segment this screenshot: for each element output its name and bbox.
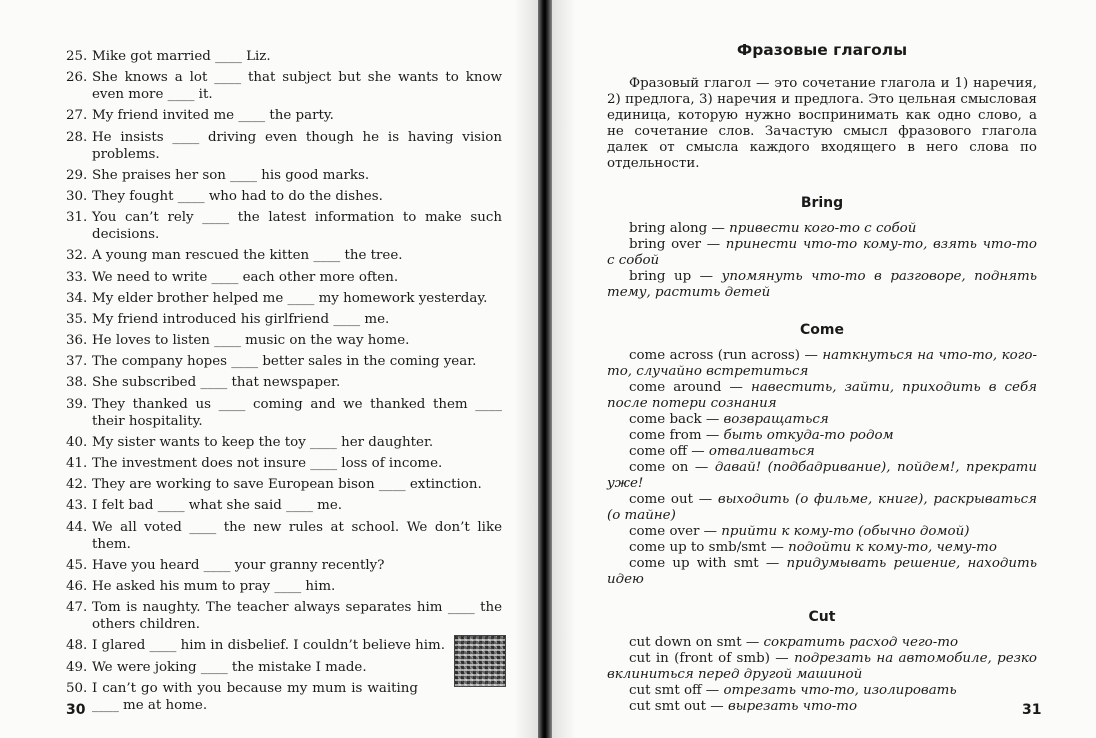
exercise-number: 26. [66, 70, 88, 86]
exercise-number: 38. [66, 375, 88, 391]
exercise-number: 43. [66, 498, 88, 514]
exercise-text: Mike got married ____ Liz. [92, 49, 271, 64]
exercise-text: She knows a lot ____ that subject but she wants to know even more ____ it. [92, 70, 502, 103]
exercise-text: They fought ____ who had to do the dishes. [92, 188, 383, 204]
exercise-item [66, 332, 502, 349]
exercise-number: 31. [66, 210, 88, 226]
phrasal-verb: cut in (front of smb) — [629, 651, 795, 666]
exercise-item [66, 209, 502, 243]
exercise-text: My friend introduced his girlfriend ____ me. [92, 311, 390, 327]
phrasal-verb-entry [607, 444, 1037, 460]
exercise-number: 34. [66, 290, 88, 306]
translation: навестить, зайти, приходить в себя после потери сознания [607, 380, 1037, 411]
translation: выходить (о фильме, книге), раскрываться (о тайне) [607, 492, 1037, 523]
phrasal-verb-entry [607, 699, 1037, 715]
phrasal-verb-entry [607, 221, 1037, 237]
exercise-number: 28. [66, 129, 88, 145]
left-gutter-shadow [514, 0, 538, 738]
phrasal-verb: come across (run across) — [629, 348, 823, 363]
exercise-item [66, 188, 502, 205]
exercise-number: 47. [66, 600, 88, 616]
phrasal-verb-entry [607, 556, 1037, 588]
exercise-number: 50. [66, 680, 88, 696]
exercise-number: 37. [66, 354, 88, 370]
exercise-text: I glared ____ him in disbelief. I couldn’t believe him. [92, 638, 446, 654]
exercise-item [66, 519, 502, 553]
phrasal-verb: come around — [629, 380, 751, 395]
phrasal-verb: come up with smt — [629, 556, 787, 571]
exercise-text: Have you heard ____ your granny recently? [92, 557, 385, 573]
phrasal-verb-entry [607, 428, 1037, 444]
verb-section [607, 322, 1037, 588]
phrasal-verb: come off — [629, 444, 709, 459]
exercise-number: 25. [66, 49, 88, 64]
exercise-number: 27. [66, 108, 88, 124]
translation: прийти к кому-то (обычно домой) [721, 524, 970, 539]
exercise-item [66, 599, 502, 633]
exercise-item [66, 353, 502, 370]
exercise-item [66, 129, 502, 163]
translation: упомянуть что-то в разговоре, поднять тему, растить детей [607, 269, 1037, 300]
exercise-text: We all voted ____ the new rules at school. We don’t like them. [92, 519, 502, 552]
exercise-text: My sister wants to keep the toy ____ her daughter. [92, 434, 434, 450]
right-page-number: 31 [1022, 702, 1042, 718]
exercise-item [66, 557, 502, 574]
exercise-number: 32. [66, 248, 88, 264]
page-title: Фразовые глаголы [736, 41, 908, 59]
exercise-text: They thanked us ____ coming and we thanked them ____ their hospitality. [92, 396, 502, 429]
verb-section [607, 195, 1037, 301]
section-heading: Come [800, 322, 844, 338]
exercise-item [66, 455, 502, 472]
phrasal-verb-entry [607, 412, 1037, 428]
exercise-text: I felt bad ____ what she said ____ me. [92, 498, 343, 514]
exercise-number: 33. [66, 269, 88, 285]
translation: давай! (подбадривание), пойдем!, прекрати уже! [607, 460, 1037, 491]
exercise-number: 48. [66, 638, 88, 654]
exercise-text: He loves to listen ____ music on the way home. [92, 333, 410, 349]
phrasal-verb-entry [607, 380, 1037, 412]
phrasal-verb: come from — [629, 428, 724, 443]
right-page [552, 0, 1096, 738]
exercise-item [66, 107, 502, 124]
translation: вырезать что-то [727, 699, 858, 714]
phrasal-verb: come on — [629, 460, 715, 475]
exercise-number: 44. [66, 519, 88, 535]
right-gutter-shadow [552, 0, 576, 738]
phrasal-verb: cut down on smt — [629, 635, 764, 650]
exercise-number: 45. [66, 557, 88, 573]
exercise-number: 42. [66, 477, 88, 493]
translation: быть откуда-то родом [723, 428, 894, 443]
phrasal-verb-entry [607, 460, 1037, 492]
phrasal-verb: bring along — [629, 221, 730, 236]
phrasal-verb-entry [607, 635, 1037, 651]
verb-section [607, 609, 1037, 715]
exercise-number: 40. [66, 434, 88, 450]
exercise-item [66, 476, 502, 493]
phrasal-verb-entry [607, 683, 1037, 699]
translation: подрезать на автомобиле, резко вклиниться перед другой машиной [607, 651, 1037, 682]
exercise-item [66, 311, 502, 328]
exercise-item [66, 69, 502, 103]
translation: отваливаться [708, 444, 815, 459]
phrasal-verb: cut smt off — [629, 683, 724, 698]
translation: привести кого-то с собой [729, 221, 917, 236]
phrasal-verb: come over — [629, 524, 722, 539]
intro-paragraph: Фразовый глагол — это сочетание глагола и 1) наречия, 2) предлога, 3) наречия и предлога. Это цельная смысловая единица, которую нужно воспринимать как одно слово, а не сочетание слов. Зачастую смысл фразового глагола далек от смысла каждого входящего в него слова по отдельности. [607, 76, 1037, 171]
translation: наткнуться на что-то, кого-то, случайно встретиться [607, 348, 1037, 379]
exercise-list [66, 48, 502, 718]
exercise-number: 35. [66, 311, 88, 327]
exercise-item [66, 290, 502, 307]
left-page [0, 0, 538, 738]
exercise-number: 46. [66, 578, 88, 594]
exercise-text: She praises her son ____ his good marks. [92, 167, 370, 183]
phrasal-verb-entry [607, 651, 1037, 683]
exercise-number: 36. [66, 333, 88, 349]
left-page-number: 30 [66, 702, 86, 718]
translation: отрезать что-то, изолировать [723, 683, 957, 698]
section-heading: Cut [808, 609, 836, 625]
exercise-number: 39. [66, 396, 88, 412]
exercise-item [66, 48, 502, 65]
phrasal-verbs-content [607, 42, 1037, 736]
translation: сократить расход чего-то [763, 635, 959, 650]
exercise-item [66, 396, 502, 430]
phrasal-verb: bring over — [629, 237, 726, 252]
exercise-number: 29. [66, 167, 88, 183]
translation: придумывать решение, находить идею [607, 556, 1038, 587]
phrasal-verb: bring up — [629, 269, 722, 284]
phrasal-verb: cut smt out — [629, 699, 728, 714]
phrasal-verb-entry [607, 492, 1037, 524]
exercise-text: My friend invited me ____ the party. [92, 108, 334, 124]
exercise-item [66, 659, 502, 676]
book-spine [538, 0, 552, 738]
section-heading: Bring [800, 195, 844, 211]
exercise-text: We were joking ____ the mistake I made. [92, 659, 367, 675]
exercise-item [66, 434, 502, 451]
phrasal-verb: come up to smb/smt — [629, 540, 789, 555]
qr-code-icon [455, 636, 505, 686]
exercise-text: My elder brother helped me ____ my homework yesterday. [92, 290, 488, 306]
exercise-item [66, 167, 502, 184]
translation: подойти к кому-то, чему-то [788, 540, 997, 555]
exercise-text: I can’t go with you because my mum is waiting ____ me at home. [92, 680, 418, 713]
phrasal-verb-entry [607, 540, 1037, 556]
phrasal-verb: come out — [629, 492, 718, 507]
exercise-text: The company hopes ____ better sales in the coming year. [92, 354, 477, 370]
exercise-text: He insists ____ driving even though he is having vision problems. [92, 129, 502, 162]
exercise-item [66, 247, 502, 264]
exercise-item [66, 680, 418, 714]
exercise-number: 49. [66, 659, 88, 675]
exercise-text: They are working to save European bison ____ extinction. [92, 477, 482, 493]
phrasal-verb-entry [607, 237, 1037, 269]
exercise-text: You can’t rely ____ the latest information to make such decisions. [92, 210, 502, 243]
verb-sections [607, 195, 1037, 715]
exercise-text: The investment does not insure ____ loss of income. [92, 456, 443, 471]
exercise-number: 41. [66, 456, 88, 471]
exercise-text: She subscribed ____ that newspaper. [92, 375, 341, 391]
exercise-text: He asked his mum to pray ____ him. [92, 578, 336, 594]
exercise-number: 30. [66, 188, 88, 204]
exercise-item [66, 497, 502, 514]
exercise-text: We need to write ____ each other more often. [92, 269, 399, 285]
exercise-item [66, 637, 502, 654]
phrasal-verb: come back — [629, 412, 724, 427]
phrasal-verb-entry [607, 524, 1037, 540]
phrasal-verb-entry [607, 348, 1037, 380]
exercise-text: A young man rescued the kitten ____ the tree. [92, 248, 403, 264]
exercise-item [66, 578, 502, 595]
phrasal-verb-entry [607, 269, 1037, 301]
exercise-item [66, 269, 502, 286]
translation: принести что-то кому-то, взять что-то с собой [607, 237, 1037, 268]
exercise-text: Tom is naughty. The teacher always separates him ____ the others children. [92, 600, 502, 633]
exercise-item [66, 374, 502, 391]
translation: возвращаться [723, 412, 829, 427]
